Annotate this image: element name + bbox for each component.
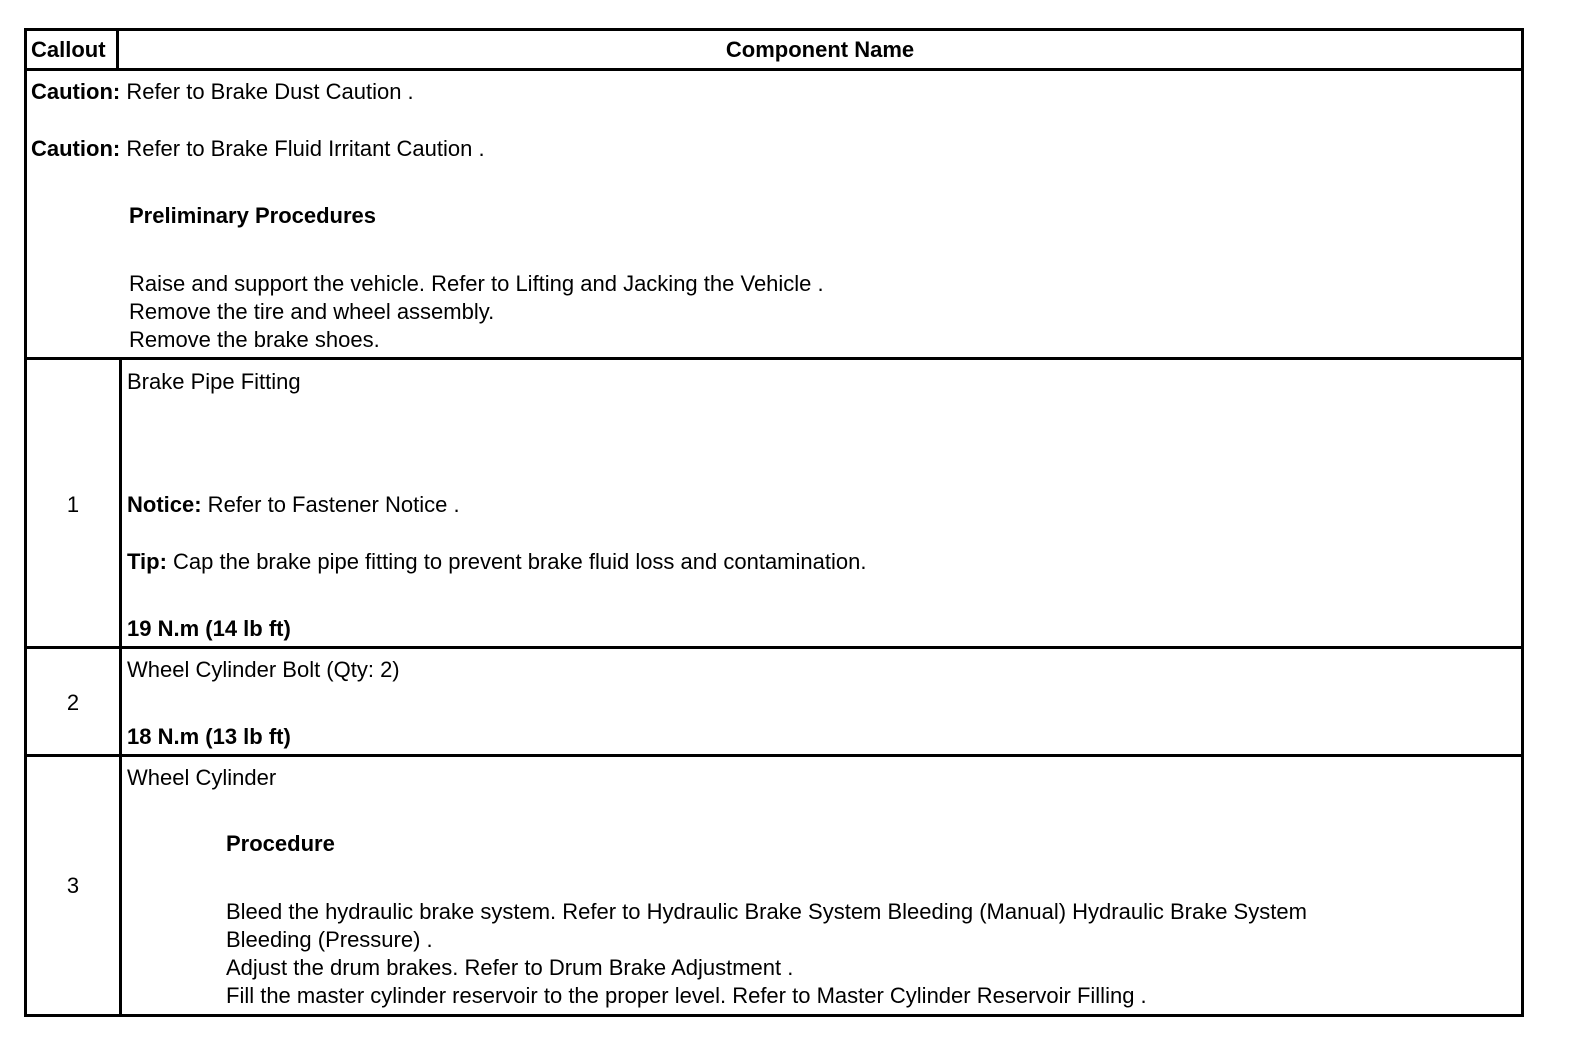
- notice-label: Notice:: [127, 492, 202, 517]
- row-divider: [27, 646, 1521, 649]
- callout-number: 1: [66, 492, 80, 517]
- preliminary-procedures-title: Preliminary Procedures: [129, 203, 377, 228]
- column-divider: [119, 360, 122, 646]
- notice-text: Refer to Fastener Notice .: [201, 492, 460, 517]
- caution-dust-text: Refer to Brake Dust Caution .: [120, 79, 414, 104]
- callout-number: 3: [66, 873, 80, 898]
- caution-fluid: [31, 136, 485, 162]
- tip-label: Tip:: [127, 549, 167, 574]
- procedure-step: Fill the master cylinder reservoir to the proper level. Refer to Master Cylinder Reservoir Filling .: [226, 983, 1147, 1008]
- procedure-table: [24, 28, 1524, 1017]
- component-name: Wheel Cylinder Bolt (Qty: 2): [127, 657, 400, 682]
- preliminary-step: Remove the tire and wheel assembly.: [129, 299, 495, 324]
- caution-label: Caution:: [31, 136, 121, 161]
- callout-column-header: Callout: [27, 31, 119, 68]
- tip-text: Cap the brake pipe fitting to prevent brake fluid loss and contamination.: [166, 549, 867, 574]
- preliminary-step: Raise and support the vehicle. Refer to Lifting and Jacking the Vehicle .: [129, 271, 824, 296]
- notice: [127, 492, 460, 518]
- procedure-step: Bleed the hydraulic brake system. Refer to Hydraulic Brake System Bleeding (Manual) Hydraulic Brake System: [226, 899, 1307, 924]
- procedure-step: Adjust the drum brakes. Refer to Drum Brake Adjustment .: [226, 955, 794, 980]
- caution-dust: [31, 79, 414, 105]
- caution-label: Caution:: [31, 79, 121, 104]
- column-divider: [119, 757, 122, 1017]
- procedure-step: Bleeding (Pressure) .: [226, 927, 433, 952]
- callout-number: 2: [66, 690, 80, 715]
- tip: [127, 549, 866, 575]
- caution-fluid-text: Refer to Brake Fluid Irritant Caution .: [120, 136, 485, 161]
- column-divider: [119, 649, 122, 754]
- table-header: [27, 31, 1521, 71]
- procedure-title: Procedure: [226, 831, 335, 856]
- component-name: Wheel Cylinder: [127, 765, 277, 790]
- torque-spec: 19 N.m (14 lb ft): [127, 616, 291, 641]
- component-name-column-header: Component Name: [725, 37, 915, 62]
- component-name: Brake Pipe Fitting: [127, 369, 301, 394]
- torque-spec: 18 N.m (13 lb ft): [127, 724, 291, 749]
- row-divider: [27, 754, 1521, 757]
- row-divider: [27, 357, 1521, 360]
- preliminary-step: Remove the brake shoes.: [129, 327, 380, 352]
